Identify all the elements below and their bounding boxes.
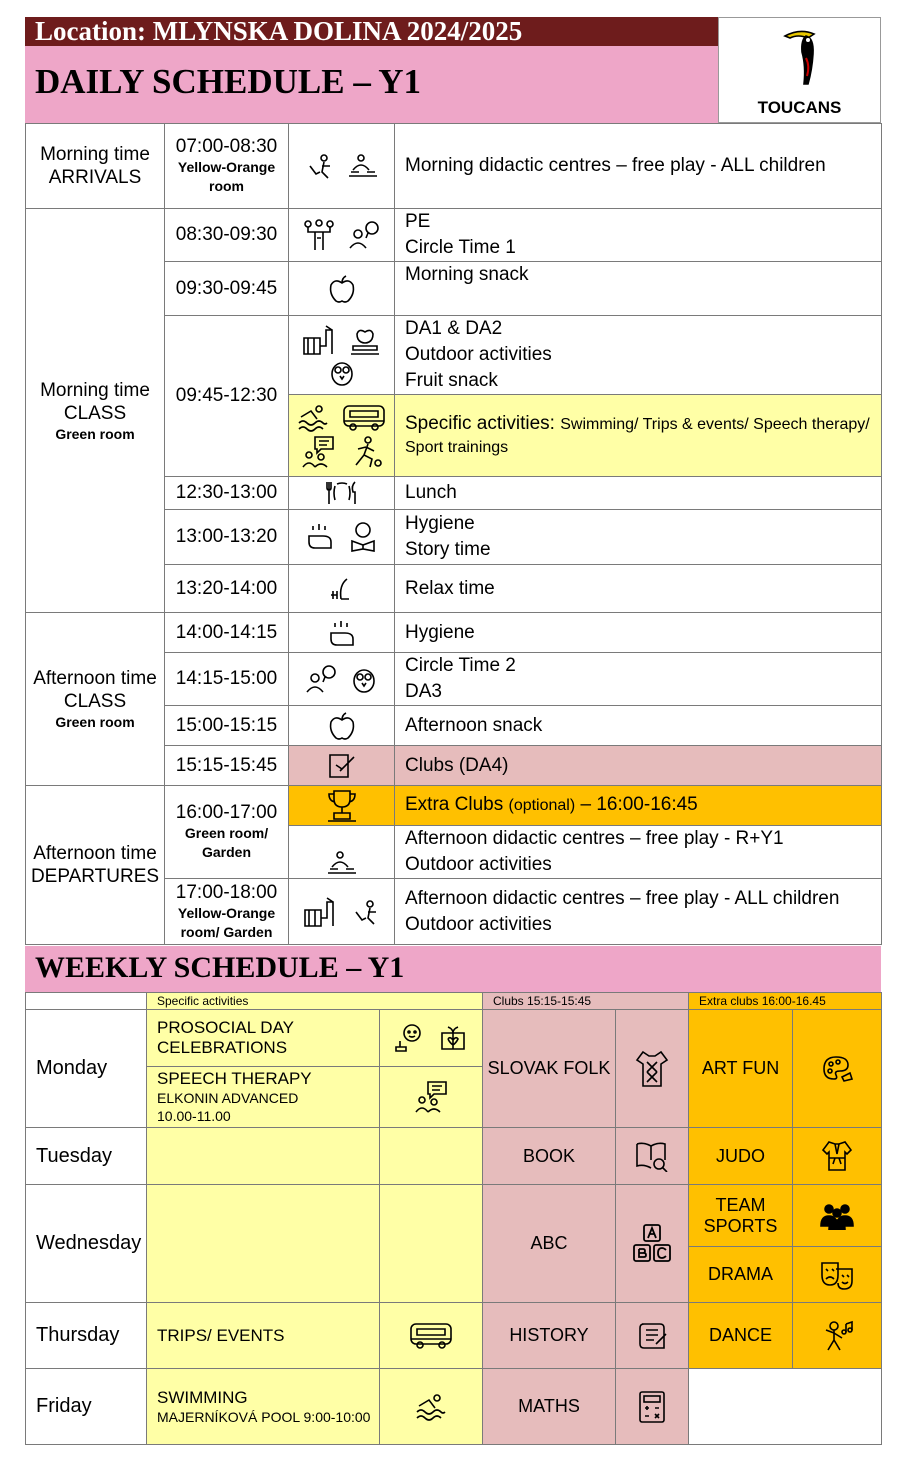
table-row bbox=[26, 124, 882, 209]
table-row bbox=[26, 209, 882, 262]
club-cell: MATHS bbox=[483, 1369, 616, 1445]
history-scroll-icon bbox=[636, 1320, 668, 1352]
specific-activity-cell bbox=[147, 1128, 380, 1185]
activity-cell: Afternoon didactic centres – free play - ALL children Outdoor activities bbox=[395, 879, 882, 945]
icon-cell bbox=[793, 1128, 882, 1185]
daily-schedule-title: DAILY SCHEDULE – Y1 bbox=[25, 46, 718, 123]
time-cell: 07:00-08:30 Yellow-Orange room bbox=[165, 124, 289, 209]
activity-cell: Hygiene bbox=[395, 613, 882, 653]
time-cell: 15:00-15:15 bbox=[165, 706, 289, 746]
icon-cell bbox=[289, 706, 395, 746]
icon-cell bbox=[616, 1128, 689, 1185]
icon-cell bbox=[380, 1303, 483, 1369]
time-cell: 13:00-13:20 bbox=[165, 510, 289, 565]
day-cell: Tuesday bbox=[26, 1128, 147, 1185]
extra-club-cell: DANCE bbox=[689, 1303, 793, 1369]
judo-kimono-icon bbox=[821, 1140, 853, 1172]
playground-icon bbox=[302, 324, 336, 356]
activity-cell: Circle Time 2 DA3 bbox=[395, 653, 882, 706]
icon-cell bbox=[380, 1067, 483, 1128]
bus-icon bbox=[409, 1321, 453, 1351]
child-playing-icon bbox=[304, 152, 334, 180]
circle-time-icon bbox=[348, 220, 380, 250]
day-cell: Friday bbox=[26, 1369, 147, 1445]
icon-cell bbox=[289, 653, 395, 706]
icon-cell bbox=[289, 316, 395, 395]
specific-activity-cell: SPEECH THERAPY ELKONIN ADVANCED 10.00-11.00 bbox=[147, 1067, 380, 1128]
icon-cell bbox=[616, 1010, 689, 1128]
trophy-icon bbox=[324, 789, 360, 823]
specific-activity-cell: PROSOCIAL DAY CELEBRATIONS bbox=[147, 1010, 380, 1067]
icon-cell bbox=[380, 1128, 483, 1185]
time-cell: 09:45-12:30 bbox=[165, 316, 289, 477]
speech-therapy-icon bbox=[414, 1080, 448, 1114]
location-banner: Location: MLYNSKA DOLINA 2024/2025 bbox=[25, 17, 718, 46]
group-logo bbox=[718, 17, 881, 123]
icon-cell bbox=[289, 262, 395, 316]
activity-cell: Afternoon snack bbox=[395, 706, 882, 746]
club-cell: ABC bbox=[483, 1185, 616, 1303]
apple-icon bbox=[327, 274, 357, 304]
icon-cell bbox=[289, 613, 395, 653]
club-cell: BOOK bbox=[483, 1128, 616, 1185]
activity-cell: Afternoon didactic centres – free play - R+Y1 Outdoor activities bbox=[395, 826, 882, 879]
icon-cell bbox=[793, 1303, 882, 1369]
activity-cell: Relax time bbox=[395, 565, 882, 613]
table-row bbox=[26, 1128, 882, 1185]
cutlery-plate-icon bbox=[325, 480, 359, 506]
playground-icon bbox=[303, 896, 337, 928]
activity-cell: Morning snack bbox=[395, 262, 882, 316]
icon-cell bbox=[289, 395, 395, 477]
handwashing-icon bbox=[327, 619, 357, 647]
children-building-icon bbox=[326, 849, 358, 877]
swimming-icon bbox=[297, 403, 329, 433]
icon-cell bbox=[380, 1010, 483, 1067]
time-cell: 16:00-17:00 Green room/ Garden bbox=[165, 786, 289, 879]
club-cell: SLOVAK FOLK bbox=[483, 1010, 616, 1128]
day-cell: Monday bbox=[26, 1010, 147, 1128]
owl-icon bbox=[350, 665, 378, 693]
icon-cell bbox=[616, 1369, 689, 1445]
book-search-icon bbox=[635, 1140, 669, 1172]
icon-cell bbox=[289, 879, 395, 945]
time-cell: 17:00-18:00 Yellow-Orange room/ Garden bbox=[165, 879, 289, 945]
extra-club-cell: JUDO bbox=[689, 1128, 793, 1185]
time-cell: 12:30-13:00 bbox=[165, 477, 289, 510]
relax-icon bbox=[327, 575, 357, 603]
activity-cell: Lunch bbox=[395, 477, 882, 510]
icon-cell bbox=[289, 124, 395, 209]
table-row bbox=[26, 1185, 882, 1247]
period-cell: Afternoon time DEPARTURES bbox=[26, 786, 165, 945]
circle-time-icon bbox=[305, 664, 337, 694]
icon-cell bbox=[616, 1303, 689, 1369]
children-building-icon bbox=[347, 152, 379, 180]
icon-cell bbox=[793, 1010, 882, 1128]
table-row bbox=[26, 1369, 882, 1445]
gym-rings-icon bbox=[303, 218, 335, 252]
daily-schedule-table bbox=[25, 123, 882, 945]
column-header: Clubs 15:15-15:45 bbox=[483, 993, 689, 1010]
specific-activity-cell: SWIMMING MAJERNÍKOVÁ POOL 9:00-10:00 bbox=[147, 1369, 380, 1445]
drama-masks-icon bbox=[820, 1259, 854, 1291]
icon-cell bbox=[793, 1185, 882, 1247]
icon-cell bbox=[616, 1185, 689, 1303]
art-palette-icon bbox=[326, 751, 358, 781]
time-cell: 14:15-15:00 bbox=[165, 653, 289, 706]
extra-club-cell: TEAM SPORTS bbox=[689, 1185, 793, 1247]
computer-apple-icon bbox=[349, 324, 381, 356]
icon-cell bbox=[289, 477, 395, 510]
swimming-icon bbox=[415, 1392, 447, 1422]
icon-cell bbox=[289, 826, 395, 879]
time-cell: 08:30-09:30 bbox=[165, 209, 289, 262]
icon-cell bbox=[289, 746, 395, 786]
day-cell: Thursday bbox=[26, 1303, 147, 1369]
group-name: TOUCANS bbox=[757, 98, 842, 117]
gift-heart-icon bbox=[438, 1023, 468, 1053]
owl-icon bbox=[328, 358, 356, 386]
icon-cell bbox=[289, 786, 395, 826]
celebration-icon bbox=[394, 1023, 424, 1053]
club-cell: HISTORY bbox=[483, 1303, 616, 1369]
empty-cell bbox=[689, 1369, 882, 1445]
period-cell: Morning time CLASS Green room bbox=[26, 209, 165, 613]
toucan-icon bbox=[780, 26, 820, 88]
extra-club-cell: ART FUN bbox=[689, 1010, 793, 1128]
icon-cell bbox=[380, 1369, 483, 1445]
icon-cell bbox=[289, 565, 395, 613]
speech-therapy-icon bbox=[301, 435, 335, 469]
column-header: Extra clubs 16:00-16.45 bbox=[689, 993, 882, 1010]
weekly-schedule-title: WEEKLY SCHEDULE – Y1 bbox=[25, 946, 881, 992]
activity-cell: Morning didactic centres – free play - ALL children bbox=[395, 124, 882, 209]
specific-activity-cell: TRIPS/ EVENTS bbox=[147, 1303, 380, 1369]
team-sports-icon bbox=[819, 1202, 855, 1230]
time-cell: 13:20-14:00 bbox=[165, 565, 289, 613]
folk-costume-icon bbox=[635, 1050, 669, 1088]
table-row bbox=[26, 786, 882, 826]
icon-cell bbox=[289, 209, 395, 262]
art-palette-icon bbox=[820, 1053, 854, 1085]
bus-icon bbox=[342, 403, 386, 433]
abc-blocks-icon bbox=[632, 1223, 672, 1265]
activity-cell: Specific activities: Swimming/ Trips & events/ Speech therapy/ Sport trainings bbox=[395, 395, 882, 477]
calculator-icon bbox=[637, 1390, 667, 1424]
activity-cell: DA1 & DA2 Outdoor activities Fruit snack bbox=[395, 316, 882, 395]
extra-club-cell: DRAMA bbox=[689, 1247, 793, 1303]
icon-cell bbox=[793, 1247, 882, 1303]
time-cell: 14:00-14:15 bbox=[165, 613, 289, 653]
child-playing-icon bbox=[350, 898, 380, 926]
activity-cell: PE Circle Time 1 bbox=[395, 209, 882, 262]
table-row bbox=[26, 1010, 882, 1067]
icon-cell bbox=[289, 510, 395, 565]
weekly-schedule-table bbox=[25, 992, 882, 1445]
period-cell: Morning time ARRIVALS bbox=[26, 124, 165, 209]
time-cell: 15:15-15:45 bbox=[165, 746, 289, 786]
table-header-row bbox=[26, 993, 882, 1010]
activity-cell: Hygiene Story time bbox=[395, 510, 882, 565]
table-row bbox=[26, 1303, 882, 1369]
time-cell: 09:30-09:45 bbox=[165, 262, 289, 316]
dance-icon bbox=[820, 1320, 854, 1352]
activity-cell: Extra Clubs (optional) – 16:00-16:45 bbox=[395, 786, 882, 826]
apple-icon bbox=[327, 711, 357, 741]
running-icon bbox=[348, 435, 382, 469]
icon-cell bbox=[380, 1185, 483, 1303]
handwashing-icon bbox=[305, 522, 335, 552]
reading-child-icon bbox=[348, 521, 378, 553]
specific-activity-cell bbox=[147, 1185, 380, 1303]
activity-cell: Clubs (DA4) bbox=[395, 746, 882, 786]
period-cell: Afternoon time CLASS Green room bbox=[26, 613, 165, 786]
table-row bbox=[26, 613, 882, 653]
day-cell: Wednesday bbox=[26, 1185, 147, 1303]
column-header: Specific activities bbox=[147, 993, 483, 1010]
